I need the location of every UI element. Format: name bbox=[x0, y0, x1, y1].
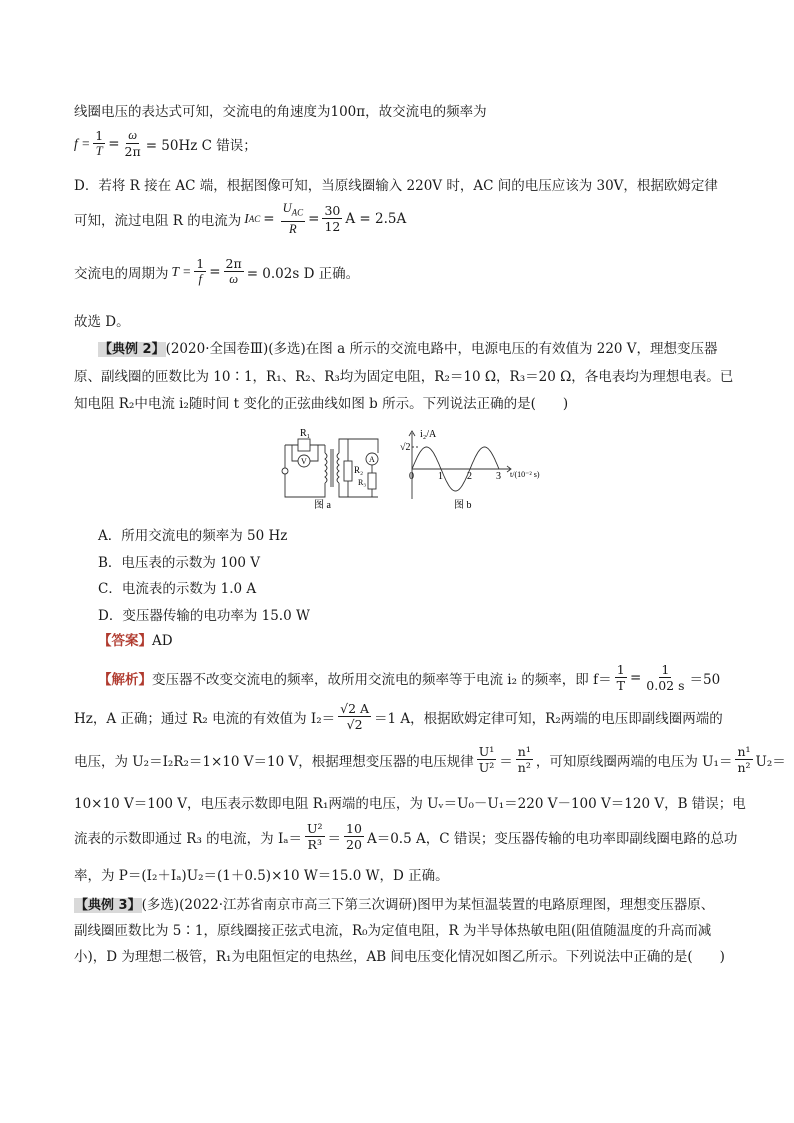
denominator: 20 bbox=[346, 837, 362, 852]
example-3-line-1 bbox=[74, 896, 714, 915]
fraction bbox=[305, 821, 325, 852]
current-var: I bbox=[244, 210, 249, 226]
text: (多选)(2022·江苏省南京市高三下第三次调研)图甲为某恒温装置的电路原理图，理想变压器原、 bbox=[141, 897, 715, 913]
text-line: 副线圈匝数比为 5∶1，原线圈接正弦式电流，R₀为定值电阻，R 为半导体热敏电阻(阻值随温度的升高而减 bbox=[74, 923, 712, 939]
denominator: R³ bbox=[307, 837, 322, 852]
analysis-line-2 bbox=[74, 701, 723, 732]
numerator: 1 bbox=[661, 662, 670, 677]
text-line: 线圈电压的表达式可知，交流电的角速度为100π，故交流电的频率为 bbox=[74, 104, 487, 120]
denominator: 2π bbox=[124, 144, 141, 159]
example-tag: 【典例 3】 bbox=[75, 898, 141, 913]
denominator: 12 bbox=[324, 219, 341, 235]
numerator: 30 bbox=[324, 203, 341, 219]
denominator: √2 bbox=[346, 717, 363, 732]
text-line: 原、副线圈的匝数比为 10∶1，R₁、R₂、R₃均为固定电阻，R₂＝10 Ω，R₃＝20 Ω，各电表均为理想电表。已 bbox=[74, 369, 734, 385]
fraction bbox=[123, 128, 143, 159]
label: R₁ bbox=[300, 428, 311, 439]
numerator: U¹ bbox=[478, 744, 495, 759]
numerator: ω bbox=[128, 128, 138, 142]
fraction bbox=[338, 701, 371, 732]
eq-text: 可知，流过电阻 R 的电流为 bbox=[74, 212, 242, 229]
option-a: A．所用交流电的频率为 50 Hz bbox=[98, 528, 288, 544]
x-tick-label: 2 bbox=[467, 471, 472, 482]
analysis-line-3 bbox=[74, 744, 786, 775]
fraction bbox=[516, 744, 533, 775]
figure-caption: 图 a bbox=[314, 500, 331, 510]
fraction bbox=[344, 821, 364, 852]
numerator: 1 bbox=[616, 662, 625, 677]
resistor-r2 bbox=[344, 461, 352, 481]
fraction bbox=[224, 256, 244, 287]
fraction bbox=[615, 662, 627, 693]
answer-value: AD bbox=[152, 633, 173, 649]
eq-text: = bbox=[629, 669, 642, 686]
text: ＝1 A，根据欧姆定律可知，R₂两端的电压即副线圈两端的 bbox=[374, 710, 723, 727]
denominator: T bbox=[616, 678, 625, 693]
circuit-diagram-a bbox=[270, 425, 390, 510]
text: ，可知原线圈两端的电压为 U₁＝ bbox=[535, 753, 733, 770]
fraction bbox=[322, 203, 342, 234]
analysis-line-4: 10×10 V＝100 V，电压表示数即电阻 R₁两端的电压，为 Uᵥ＝U₀－U₁＝220 V－100 V＝120 V，B 错误；电 bbox=[74, 796, 746, 812]
example-2-line-1 bbox=[98, 340, 718, 359]
answer-tag: 【答案】 bbox=[98, 633, 152, 649]
denominator: ω bbox=[229, 272, 239, 286]
denominator: f bbox=[198, 272, 202, 286]
x-tick-label: 1 bbox=[438, 471, 443, 482]
analysis-line-6: 率，为 P＝(I₂＋Iₐ)U₂＝(1＋0.5)×10 W＝15.0 W，D 正确。 bbox=[74, 868, 449, 884]
x-tick-label: 0 bbox=[409, 471, 414, 482]
fraction bbox=[281, 201, 306, 237]
eq-text: = bbox=[108, 135, 120, 152]
numerator: 1 bbox=[95, 128, 104, 143]
label: R₂ bbox=[354, 465, 364, 475]
eq-text: = 50Hz C 错误； bbox=[145, 137, 257, 154]
numerator: n¹ bbox=[737, 744, 751, 759]
numerator bbox=[281, 201, 306, 222]
sine-graph-b bbox=[398, 425, 548, 510]
analysis-line-1 bbox=[98, 662, 720, 693]
subscript: AC bbox=[248, 213, 261, 224]
denominator: n² bbox=[517, 760, 531, 775]
numerator: n¹ bbox=[517, 744, 531, 759]
numerator: U² bbox=[307, 821, 323, 836]
numerator: 1 bbox=[196, 256, 205, 271]
figure-caption: 图 b bbox=[454, 500, 472, 510]
numerator: 10 bbox=[346, 821, 362, 836]
resistor-r3 bbox=[368, 473, 376, 489]
text: ＝ bbox=[499, 753, 513, 770]
eq-text: = bbox=[263, 210, 275, 227]
text: ＝ bbox=[327, 830, 342, 847]
text: 电压，为 U₂＝I₂R₂＝1×10 V＝10 V，根据理想变压器的电压规律 bbox=[74, 753, 474, 770]
resistor-r1 bbox=[298, 439, 310, 451]
period-equation-line bbox=[74, 256, 359, 287]
label: R₃ bbox=[358, 478, 367, 487]
label: A bbox=[369, 455, 375, 464]
numerator: √2 A bbox=[340, 701, 370, 716]
text-line: 知电阻 R₂中电流 i₂随时间 t 变化的正弦曲线如图 b 所示。下列说法正确的是( ) bbox=[74, 396, 569, 412]
text: A＝0.5 A，C 错误；变压器传输的电功率即副线圈电路的总功 bbox=[366, 830, 738, 847]
frequency-equation bbox=[74, 128, 257, 159]
eq-text: f = bbox=[74, 135, 91, 151]
y-tick-label: √2 bbox=[400, 442, 411, 453]
subscript: AC bbox=[291, 207, 304, 218]
text: U₂＝ bbox=[755, 753, 786, 770]
eq-text: T = bbox=[171, 263, 192, 279]
analysis-tag: 【解析】 bbox=[98, 671, 152, 688]
y-axis-label: i₂/A bbox=[420, 429, 437, 440]
text-line: 小)，D 为理想二极管，R₁为电阻恒定的电热丝，AB 间电压变化情况如图乙所示。下列说法中正确的是( ) bbox=[74, 949, 725, 965]
option-c: C．电流表的示数为 1.0 A bbox=[98, 581, 257, 597]
eq-text: = 0.02s D 正确。 bbox=[246, 265, 360, 282]
eq-text: A = 2.5A bbox=[345, 210, 407, 227]
x-axis-label: t/(10⁻² s) bbox=[510, 470, 540, 479]
denominator: R bbox=[289, 221, 297, 236]
fraction bbox=[93, 128, 105, 159]
fraction bbox=[644, 662, 686, 693]
option-d: D．变压器传输的电功率为 15.0 W bbox=[98, 608, 310, 624]
option-b: B．电压表的示数为 100 V bbox=[98, 555, 261, 571]
denominator: n² bbox=[737, 760, 751, 775]
u-var: U bbox=[282, 201, 292, 215]
text: 流表的示数即通过 R₃ 的电流，为 Iₐ＝ bbox=[74, 830, 302, 847]
fraction bbox=[194, 256, 206, 287]
numerator: 2π bbox=[225, 256, 242, 271]
denominator: T bbox=[95, 144, 103, 158]
x-tick-label: 3 bbox=[496, 471, 501, 482]
eq-text: = bbox=[308, 210, 320, 227]
text: (2020·全国卷Ⅲ)(多选)在图 a 所示的交流电路中，电源电压的有效值为 220 V，理想变压器 bbox=[165, 341, 718, 357]
eq-text: = bbox=[209, 263, 221, 280]
current-equation-line bbox=[74, 201, 406, 237]
text: Hz，A 正确；通过 R₂ 电流的有效值为 I₂＝ bbox=[74, 710, 336, 727]
text: 变压器不改变交流电的频率，故所用交流电的频率等于电流 i₂ 的频率，即 f＝ bbox=[152, 671, 612, 688]
label: V bbox=[301, 457, 307, 466]
denominator: U² bbox=[478, 760, 495, 775]
fraction bbox=[477, 744, 497, 775]
denominator: 0.02 s bbox=[646, 678, 685, 693]
answer-line bbox=[98, 632, 173, 650]
text: ＝50 bbox=[689, 671, 721, 688]
eq-text: 交流电的周期为 bbox=[74, 265, 169, 282]
analysis-line-5 bbox=[74, 821, 737, 852]
text-line: 故选 D。 bbox=[74, 314, 130, 330]
example-tag: 【典例 2】 bbox=[99, 342, 165, 357]
fraction bbox=[735, 744, 752, 775]
text-line: D．若将 R 接在 AC 端，根据图像可知，当原线圈输入 220V 时，AC 间的电压应该为 30V，根据欧姆定律 bbox=[74, 178, 718, 194]
